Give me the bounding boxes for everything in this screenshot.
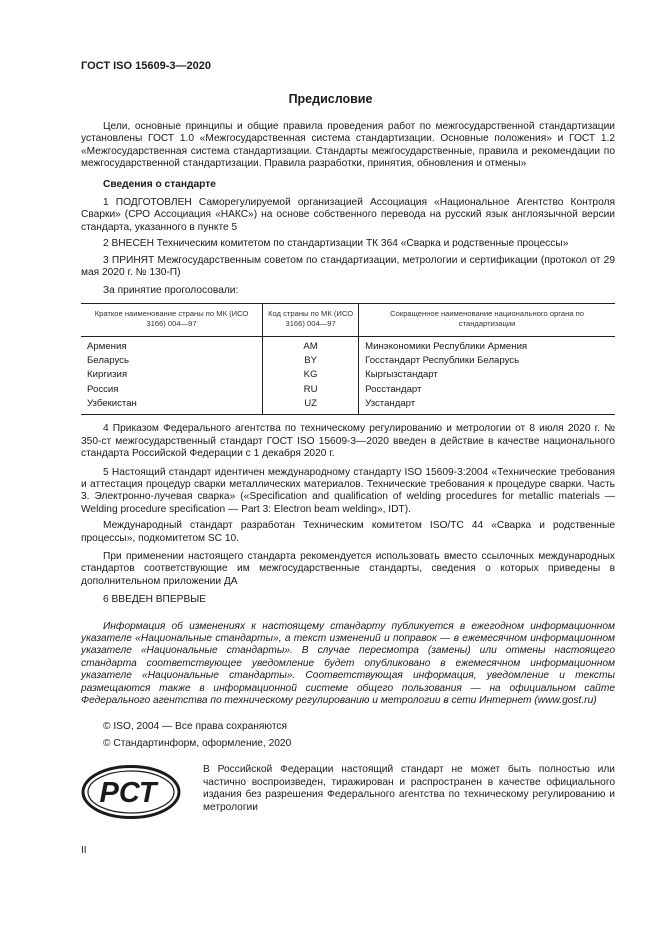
table-row — [81, 336, 615, 354]
code-cell: AM — [263, 336, 359, 354]
authority-cell: Минэкономики Республики Армения — [359, 336, 615, 354]
document-header: ГОСТ ISO 15609-3—2020 — [81, 60, 211, 72]
authority-cell: Узстандарт — [359, 397, 615, 415]
voted-label: За принятие проголосовали: — [103, 285, 239, 297]
rights-block — [81, 764, 615, 824]
table-row — [81, 368, 615, 382]
page-title: Предисловие — [288, 92, 373, 106]
changes-notice: Информация об изменениях к настоящему стандарту публикуется в ежегодном информационном указателе «Национальные стандарты», а текст изменений и поправок — в ежемесячном информационном указателе «Национальные стандарты». В случае пересмотра (замены) или отмены настоящего стандарта соответствующее уведомление будет опубликовано в ежемесячном информационном указателе «Национальные стандарты». Соответствующая информация, уведомление и тексты размещаются также в информационной системе общего пользования — на официальном сайте Федерального агентства по техническому регулированию и метрологии в сети Интернет (www.gost.ru) — [81, 620, 615, 707]
table-header-row — [81, 303, 615, 336]
item-2-paragraph: 2 ВНЕСЕН Техническим комитетом по стандартизации ТК 364 «Сварка и родственные процессы» — [103, 238, 569, 250]
country-cell: Киргизия — [87, 369, 128, 381]
authority-cell: Кыргызстандарт — [359, 368, 615, 382]
country-cell: Россия — [87, 383, 119, 395]
code-cell: BY — [263, 354, 359, 368]
item-6-paragraph: 6 ВВЕДЕН ВПЕРВЫЕ — [103, 594, 207, 606]
logo-lettering: РСТ — [99, 777, 157, 810]
rights-paragraph: В Российской Федерации настоящий стандарт не может быть полностью или частично воспроизведен, тиражирован и распространен в качестве официального издания без разрешения Федерального агентства по техническому регулированию и метрологии — [203, 764, 615, 813]
page-number: II — [81, 845, 87, 856]
country-cell: Армения — [87, 340, 127, 352]
copyright-iso: © ISO, 2004 — Все права сохраняются — [103, 721, 287, 733]
copyright-standartinform: © Стандартинформ, оформление, 2020 — [103, 737, 292, 749]
code-cell: UZ — [263, 397, 359, 415]
column-header-code: Код страны по МК (ИСО 3166) 004—97 — [263, 303, 359, 336]
code-cell: RU — [263, 383, 359, 397]
authority-cell: Росстандарт — [359, 383, 615, 397]
authority-cell: Госстандарт Республики Беларусь — [359, 354, 615, 368]
item-3-paragraph: 3 ПРИНЯТ Межгосударственным советом по стандартизации, метрологии и сертификации (протокол от 29 мая 2020 г. № 130-П) — [81, 254, 615, 279]
page-content — [81, 121, 615, 824]
voting-table — [81, 303, 615, 415]
item-5-paragraph: 5 Настоящий стандарт идентичен международному стандарту ISO 15609-3:2004 «Технические требования и аттестация процедур сварки металлических материалов. Технические требования к процедуре сварки. Часть 3. Электронно-лучевая сварка» («Specification and qualification of welding procedures for metallic materials — Welding procedure specification — Part 3: Electron beam welding», IDT). — [81, 466, 615, 515]
info-heading: Сведения о стандарте — [103, 178, 216, 190]
intro-paragraph: Цели, основные принципы и общие правила проведения работ по межгосударственной стандартизации установлены ГОСТ 1.0 «Межгосударственная система стандартизации. Основные положения» и ГОСТ 1.2 «Межгосударственная система стандартизации. Стандарты межгосударственные, правила и рекомендации по межгосударственной стандартизации. Правила разработки, принятия, обновления и отмены» — [81, 121, 615, 170]
country-cell: Узбекистан — [87, 398, 137, 410]
table-row — [81, 397, 615, 415]
table-row — [81, 354, 615, 368]
item-5-committee-paragraph: Международный стандарт разработан Техническим комитетом ISO/TC 44 «Сварка и родственные процессы», подкомитетом SC 10. — [81, 520, 615, 544]
column-header-country: Краткое наименование страны по МК (ИСО 3166) 004—97 — [81, 303, 263, 336]
rst-logo-icon — [81, 765, 181, 819]
item-5-reference-paragraph: При применении настоящего стандарта рекомендуется использовать вместо ссылочных международных стандартов соответствующие им межгосударственные стандарты, сведения о которых приведены в дополнительном приложении ДА — [81, 551, 615, 587]
code-cell: KG — [263, 368, 359, 382]
country-cell: Беларусь — [87, 355, 129, 367]
item-4-paragraph: 4 Приказом Федерального агентства по техническому регулированию и метрологии от 8 июля 2020 г. № 350-ст межгосударственный стандарт ГОСТ ISO 15609-3—2020 введен в действие в качестве национального стандарта Российской Федерации с 1 декабря 2020 г. — [81, 423, 615, 460]
table-row — [81, 383, 615, 397]
column-header-authority: Сокращенное наименование национального органа по стандартизации — [359, 303, 615, 336]
item-1-paragraph: 1 ПОДГОТОВЛЕН Саморегулируемой организацией Ассоциация «Национальное Агентство Контроля Сварки» (СРО Ассоциация «НАКС») на основе собственного перевода на русский язык англоязычной версии стандарта, указанного в пункте 5 — [81, 197, 615, 233]
